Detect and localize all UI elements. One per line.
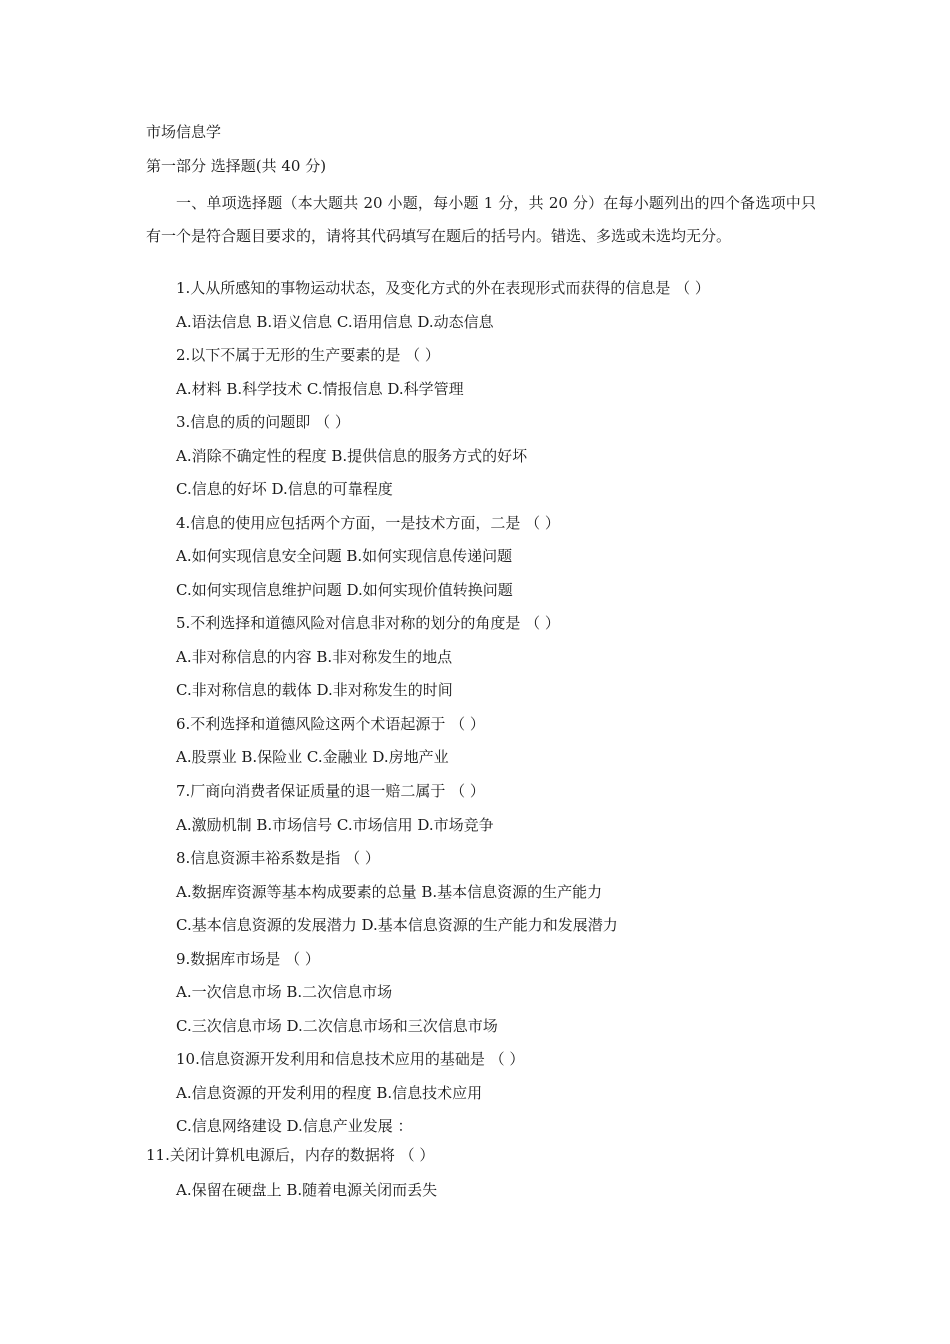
question-options: A.股票业 B.保险业 C.金融业 D.房地产业 [176, 748, 449, 766]
question-stem: 7.厂商向消费者保证质量的退一赔二属于 （ ） [176, 782, 485, 800]
question-options: A.激励机制 B.市场信号 C.市场信用 D.市场竞争 [176, 816, 494, 834]
section-heading: 第一部分 选择题(共 40 分) [146, 157, 327, 175]
question-stem: 10.信息资源开发利用和信息技术应用的基础是 （ ） [176, 1050, 525, 1068]
question-stem: 1.人从所感知的事物运动状态，及变化方式的外在表现形式而获得的信息是 （ ） [176, 279, 710, 297]
question-options: A.保留在硬盘上 B.随着电源关闭而丢失 [176, 1181, 438, 1199]
question-options: A.非对称信息的内容 B.非对称发生的地点 [176, 648, 453, 666]
question-options: C.三次信息市场 D.二次信息市场和三次信息市场 [176, 1017, 498, 1035]
question-stem: 2.以下不属于无形的生产要素的是 （ ） [176, 346, 440, 364]
question-stem: 6.不利选择和道德风险这两个术语起源于 （ ） [176, 715, 485, 733]
document-title: 市场信息学 [146, 123, 222, 141]
question-options: C.如何实现信息维护问题 D.如何实现价值转换问题 [176, 581, 513, 599]
question-stem: 3.信息的质的问题即 （ ） [176, 413, 350, 431]
question-options: A.数据库资源等基本构成要素的总量 B.基本信息资源的生产能力 [176, 883, 603, 901]
question-options: A.如何实现信息安全问题 B.如何实现信息传递问题 [176, 547, 513, 565]
question-stem: 11.关闭计算机电源后，内存的数据将 （ ） [146, 1146, 435, 1164]
question-stem: 4.信息的使用应包括两个方面，一是技术方面，二是 （ ） [176, 514, 560, 532]
question-options: A.语法信息 B.语义信息 C.语用信息 D.动态信息 [176, 313, 494, 331]
question-options: A.材料 B.科学技术 C.情报信息 D.科学管理 [176, 380, 464, 398]
question-options: C.信息网络建设 D.信息产业发展 ： [176, 1117, 413, 1135]
question-options: C.非对称信息的载体 D.非对称发生的时间 [176, 681, 453, 699]
question-options: C.信息的好坏 D.信息的可靠程度 [176, 480, 393, 498]
question-stem: 5.不利选择和道德风险对信息非对称的划分的角度是 （ ） [176, 614, 560, 632]
instructions-paragraph: 一、单项选择题（本大题共 20 小题，每小题 1 分，共 20 分）在每小题列出的四个备选项中只有一个是符合题目要求的，请将其代码填写在题后的括号内。错选、多选或未选均无分。 [146, 194, 816, 245]
question-options: C.基本信息资源的发展潜力 D.基本信息资源的生产能力和发展潜力 [176, 916, 618, 934]
question-options: A.消除不确定性的程度 B.提供信息的服务方式的好坏 [176, 447, 528, 465]
question-stem: 8.信息资源丰裕系数是指 （ ） [176, 849, 380, 867]
question-stem: 9.数据库市场是 （ ） [176, 950, 320, 968]
question-options: A.信息资源的开发利用的程度 B.信息技术应用 [176, 1084, 483, 1102]
question-options: A.一次信息市场 B.二次信息市场 [176, 983, 393, 1001]
